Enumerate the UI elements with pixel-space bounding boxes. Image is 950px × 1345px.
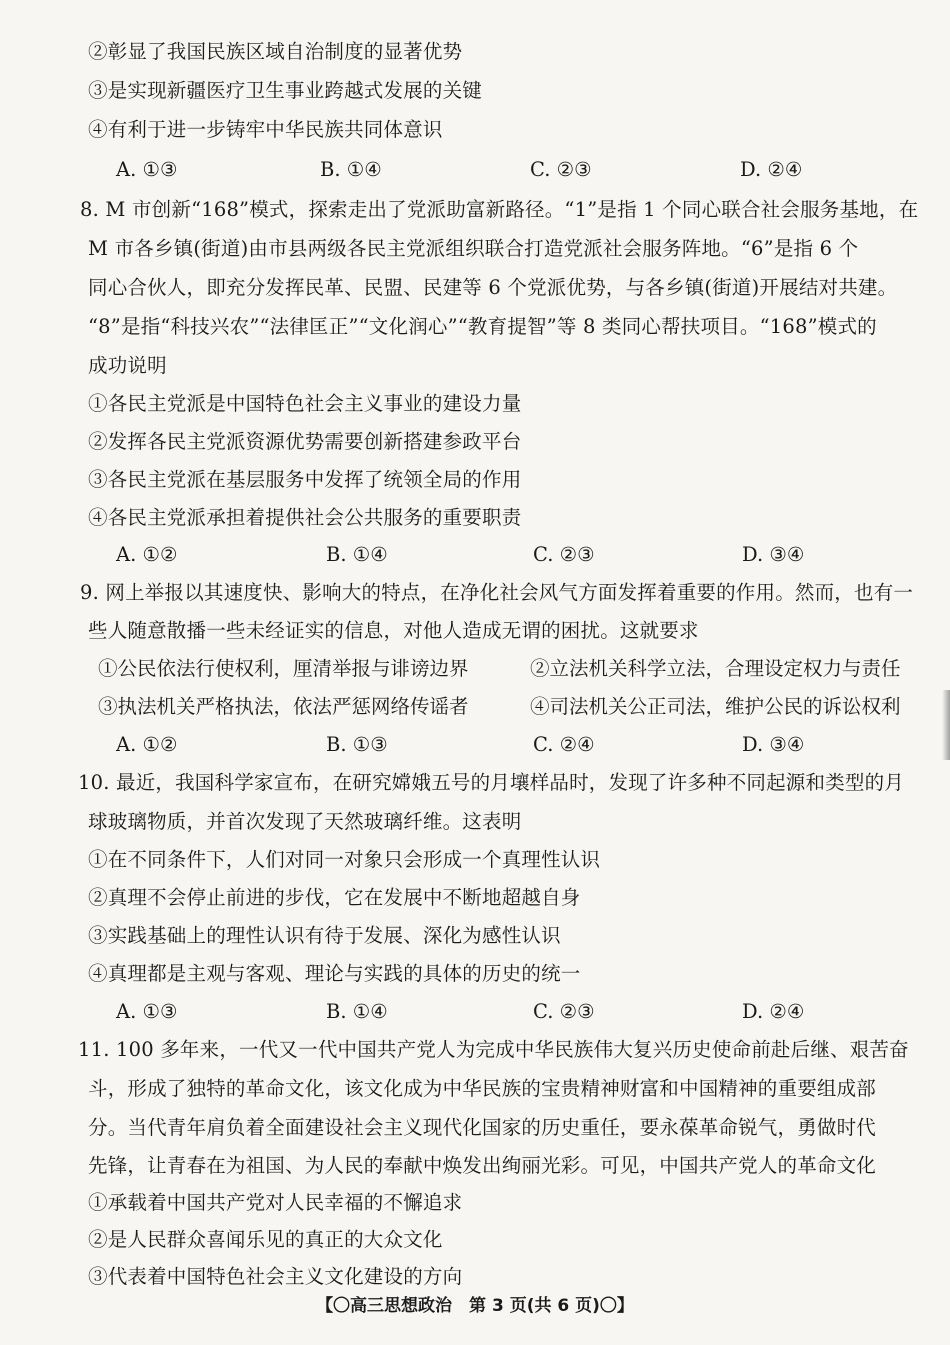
q9-choices	[0, 731, 950, 759]
q10-stem-line-1: 10. 最近，我国科学家宣布，在研究嫦娥五号的月壤样品时，发现了许多种不同起源和类型的月	[78, 771, 905, 794]
q9-choice-a: A. ①②	[116, 733, 178, 756]
q9-stem-line-1: 9. 网上举报以其速度快、影响大的特点，在净化社会风气方面发挥着重要的作用。然而，也有一	[80, 581, 914, 604]
q8-option-2: ②发挥各民主党派资源优势需要创新搭建参政平台	[88, 430, 522, 453]
q8-stem-line-5: 成功说明	[88, 354, 167, 377]
q7-choice-a: A. ①③	[116, 158, 178, 181]
q10-option-4: ④真理都是主观与客观、理论与实践的具体的历史的统一	[88, 962, 581, 985]
q7-choice-d: D. ②④	[740, 158, 803, 181]
q8-choice-c: C. ②③	[533, 543, 595, 566]
q11-stem-line-3: 分。当代青年肩负着全面建设社会主义现代化国家的历史重任，要永葆革命锐气，勇做时代	[88, 1116, 877, 1139]
q9-option-3: ③执法机关严格执法，依法严惩网络传谣者	[98, 695, 469, 718]
q8-choice-b: B. ①④	[326, 543, 388, 566]
q9-option-2: ②立法机关科学立法，合理设定权力与责任	[530, 657, 901, 680]
q7-option-2: ②彰显了我国民族区域自治制度的显著优势	[88, 40, 463, 63]
q8-stem-line-2: M 市各乡镇(街道)由市县两级各民主党派组织联合打造党派社会服务阵地。“6”是指 6 个	[88, 237, 859, 260]
q9-option-1: ①公民依法行使权利，厘清举报与诽谤边界	[98, 657, 469, 680]
q7-choice-c: C. ②③	[530, 158, 592, 181]
q7-option-3: ③是实现新疆医疗卫生事业跨越式发展的关键	[88, 79, 483, 102]
q10-stem-line-2: 球玻璃物质，并首次发现了天然玻璃纤维。这表明	[88, 810, 522, 833]
q9-stem-line-2: 些人随意散播一些未经证实的信息，对他人造成无谓的困扰。这就要求	[88, 619, 699, 642]
q11-option-2: ②是人民群众喜闻乐见的真正的大众文化	[88, 1228, 443, 1251]
q9-choice-b: B. ①③	[326, 733, 388, 756]
q8-choices	[0, 541, 950, 569]
q8-stem-line-4: “8”是指“科技兴农”“法律匡正”“文化润心”“教育提智”等 8 类同心帮扶项目。“168”模式的	[88, 315, 877, 338]
q7-option-4: ④有利于进一步铸牢中华民族共同体意识	[88, 118, 443, 141]
q10-choice-d: D. ②④	[742, 1000, 805, 1023]
q8-stem-line-3: 同心合伙人，即充分发挥民革、民盟、民建等 6 个党派优势，与各乡镇(街道)开展结对共建。	[88, 276, 898, 299]
q8-option-4: ④各民主党派承担着提供社会公共服务的重要职责	[88, 506, 522, 529]
q10-option-2: ②真理不会停止前进的步伐，它在发展中不断地超越自身	[88, 886, 581, 909]
q10-option-3: ③实践基础上的理性认识有待于发展、深化为感性认识	[88, 924, 561, 947]
q9-options-row-1	[0, 655, 950, 683]
q11-stem-line-2: 斗，形成了独特的革命文化，该文化成为中华民族的宝贵精神财富和中国精神的重要组成部	[88, 1077, 877, 1100]
q10-choice-b: B. ①④	[326, 1000, 388, 1023]
q8-choice-d: D. ③④	[742, 543, 805, 566]
q8-option-3: ③各民主党派在基层服务中发挥了统领全局的作用	[88, 468, 522, 491]
q11-option-3: ③代表着中国特色社会主义文化建设的方向	[88, 1265, 463, 1288]
q10-choice-a: A. ①③	[116, 1000, 178, 1023]
q8-stem-line-1: 8. M 市创新“168”模式，探索走出了党派助富新路径。“1”是指 1 个同心联合社会服务基地，在	[80, 198, 919, 221]
q11-stem-line-1: 11. 100 多年来，一代又一代中国共产党人为完成中华民族伟大复兴历史使命前赴后继、艰苦奋	[78, 1038, 909, 1061]
q10-option-1: ①在不同条件下，人们对同一对象只会形成一个真理性认识	[88, 848, 601, 871]
q8-choice-a: A. ①②	[116, 543, 178, 566]
q11-option-1: ①承载着中国共产党对人民幸福的不懈追求	[88, 1191, 463, 1214]
q11-stem-line-4: 先锋，让青春在为祖国、为人民的奉献中焕发出绚丽光彩。可见，中国共产党人的革命文化	[88, 1154, 877, 1177]
q10-choice-c: C. ②③	[533, 1000, 595, 1023]
scan-edge-shadow	[942, 690, 950, 760]
q7-choices	[0, 156, 950, 184]
page-footer: 【〇高三思想政治 第 3 页(共 6 页)〇】	[316, 1296, 634, 1316]
q10-choices	[0, 998, 950, 1026]
q7-choice-b: B. ①④	[320, 158, 382, 181]
q8-option-1: ①各民主党派是中国特色社会主义事业的建设力量	[88, 392, 522, 415]
q9-choice-c: C. ②④	[533, 733, 595, 756]
q9-options-row-2	[0, 693, 950, 721]
q9-choice-d: D. ③④	[742, 733, 805, 756]
q9-option-4: ④司法机关公正司法，维护公民的诉讼权利	[530, 695, 901, 718]
